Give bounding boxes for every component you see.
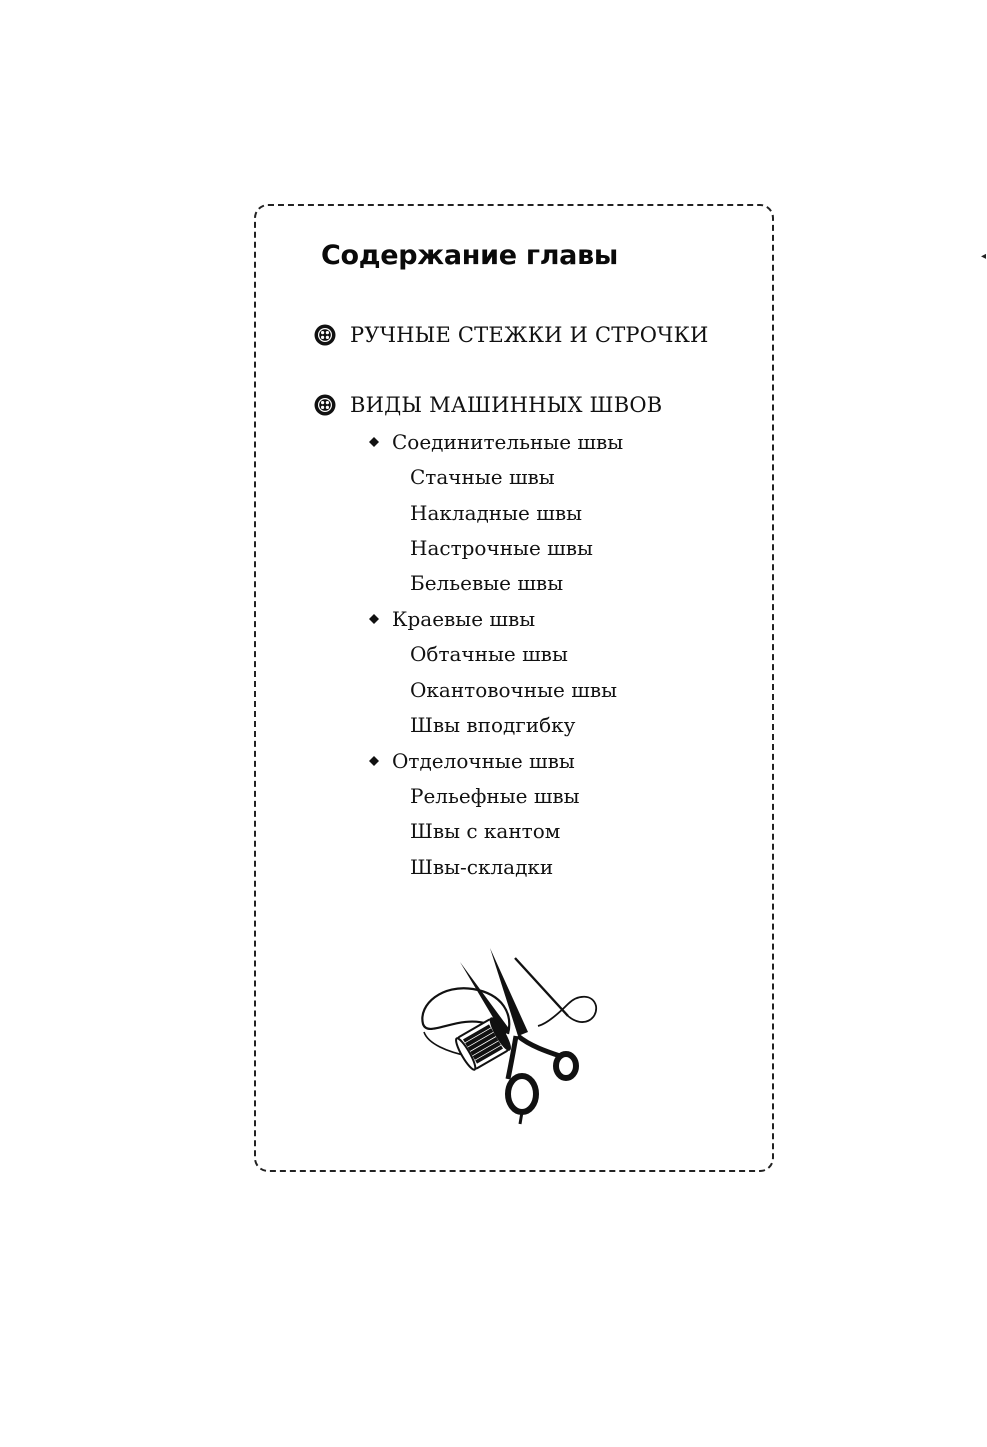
subsection-finishing-seams [368, 749, 575, 773]
subsection-edge-seams [368, 607, 535, 631]
subsection-label: Соединительные швы [392, 430, 624, 454]
chapter-contents-title: Содержание главы [321, 240, 618, 271]
section-hand-stitches [314, 323, 709, 347]
subsection-label: Отделочные швы [392, 749, 575, 773]
list-item: Окантовочные швы [410, 678, 617, 702]
sewing-button-icon [314, 394, 336, 416]
list-item: Настрочные швы [410, 536, 593, 560]
scissors-and-thread-spool-icon [418, 944, 608, 1126]
section-label: ВИДЫ МАШИННЫХ ШВОВ [350, 393, 663, 417]
list-item: Накладные швы [410, 501, 583, 525]
diamond-bullet-icon [368, 755, 380, 767]
subsection-connecting-seams [368, 430, 623, 454]
section-label: РУЧНЫЕ СТЕЖКИ И СТРОЧКИ [350, 323, 709, 347]
subsection-label: Краевые швы [392, 607, 536, 631]
diamond-bullet-icon [368, 613, 380, 625]
list-item: Бельевые швы [410, 571, 564, 595]
list-item: Обтачные швы [410, 642, 568, 666]
list-item: Швы вподгибку [410, 713, 576, 737]
list-item: Стачные швы [410, 465, 555, 489]
list-item: Швы-складки [410, 855, 554, 879]
diamond-bullet-icon [368, 436, 380, 448]
list-item: Швы с кантом [410, 819, 561, 843]
sewing-button-icon [314, 324, 336, 346]
section-machine-seams [314, 393, 662, 417]
page-edge-mark: ◂ [981, 251, 987, 262]
list-item: Рельефные швы [410, 784, 580, 808]
